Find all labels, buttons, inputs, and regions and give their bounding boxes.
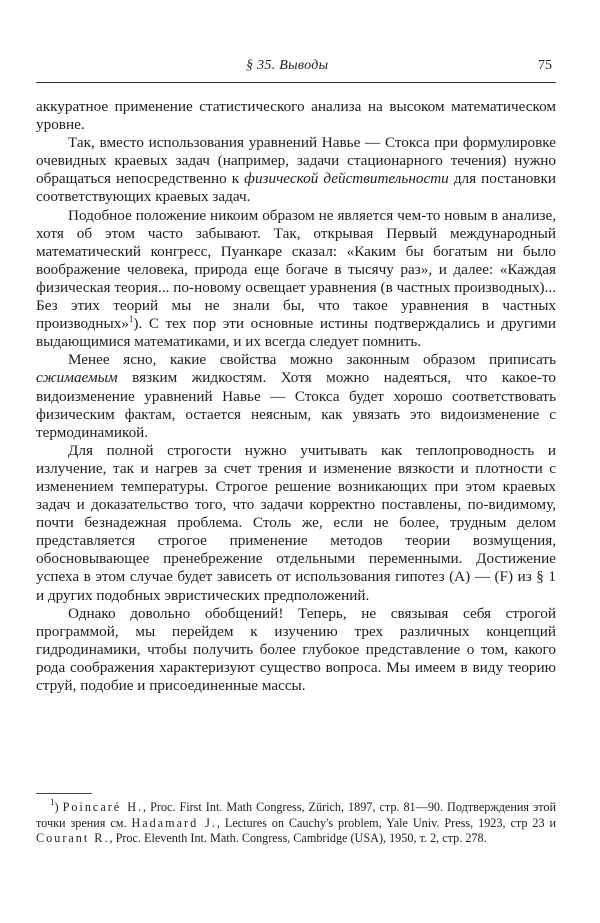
main-text: [36, 98, 556, 695]
author-name: Courant R.: [36, 831, 110, 846]
emphasis: сжимаемым: [36, 369, 118, 387]
paragraph: Подобное положение никоим образом не является чем-то новым в анализе, хотя об этом часто забывают. Так, открывая Первый международный математический конгресс, Пуанкаре сказал: «Каким бы богатым ни было воображение человека, природа еще богаче в тысячу раз», и далее: «Каждая физическая теория... по-новому освещает уравнения (в частных производных)... Без этих теорий мы не знали бы, что такое уравнения в частных производных»$^1$). С тех пор эти основные истины подтверждались и другими выдающимися математиками, и их всегда следует помнить.: [36, 206, 556, 351]
paragraph: Однако довольно обобщений! Теперь, не связывая себя строгой программой, мы перейдем к изучению трех различных концепций гидродинамики, чтобы получить более глубокое представление о том, какого рода соображения характеризуют существо вопроса. Мы имеем в виду теорию струй, подобие и присоединенные массы.: [36, 604, 556, 694]
footnote-reference[interactable]: 1: [128, 314, 134, 325]
footnote-rule: [36, 793, 92, 794]
emphasis: физической действительности: [244, 170, 449, 188]
page-number: 75: [538, 58, 552, 73]
header-rule: [36, 82, 556, 83]
paragraph: Менее ясно, какие свойства можно законным образом приписать сжимаемым вязким жидкостям. Хотя можно надеяться, что какое-то видоизменение уравнений Навье — Стокса будет хорошо соответствовать физическим фактам, остается неясным, как увязать это видоизменение с термодинамикой.: [36, 351, 556, 441]
footnote-marker: 1: [50, 797, 55, 807]
section-title: § 35. Выводы: [246, 58, 329, 73]
author-name: Hadamard J.: [131, 815, 217, 830]
footnote: $^1$) Poincaré H., Proc. First Int. Math Congress, Zürich, 1897, стр. 81—90. Подтверждения этой точки зрения см. Hadamard J., Lectures on Cauchy's problem, Yale Univ. Press, 1923, стр 23 и Courant R., Proc. Eleventh Int. Math. Congress, Cambridge (USA), 1950, т. 2, стр. 278.: [36, 797, 557, 846]
running-header: [36, 58, 556, 80]
paragraph-continued: аккуратное применение статистического анализа на высоком математическом уровне.: [36, 98, 556, 134]
paragraph: Для полной строгости нужно учитывать как теплопроводность и излучение, так и нагрев за счет трения и изменение вязкости и плотности с изменением температуры. Строгое решение возникающих при этом краевых задач и доказательство того, что задачи корректно поставлены, по-видимому, почти безнадежная проблема. Столь же, если не более, трудным делом представляется строгое применение методов теории возмущения, обосновывающее пренебрежение отдельными переменными. Достижение успеха в этом случае будет зависеть от использования гипотез (A) — (F) из § 1 и других подобных эвристических предположений.: [36, 441, 556, 604]
author-name: Poincaré H.: [62, 800, 144, 814]
paragraph: Так, вместо использования уравнений Навье — Стокса при формулировке очевидных краевых задач (например, задачи стационарного течения) нужно обращаться непосредственно к физической действительности для постановки соответствующих краевых задач.: [36, 134, 556, 206]
